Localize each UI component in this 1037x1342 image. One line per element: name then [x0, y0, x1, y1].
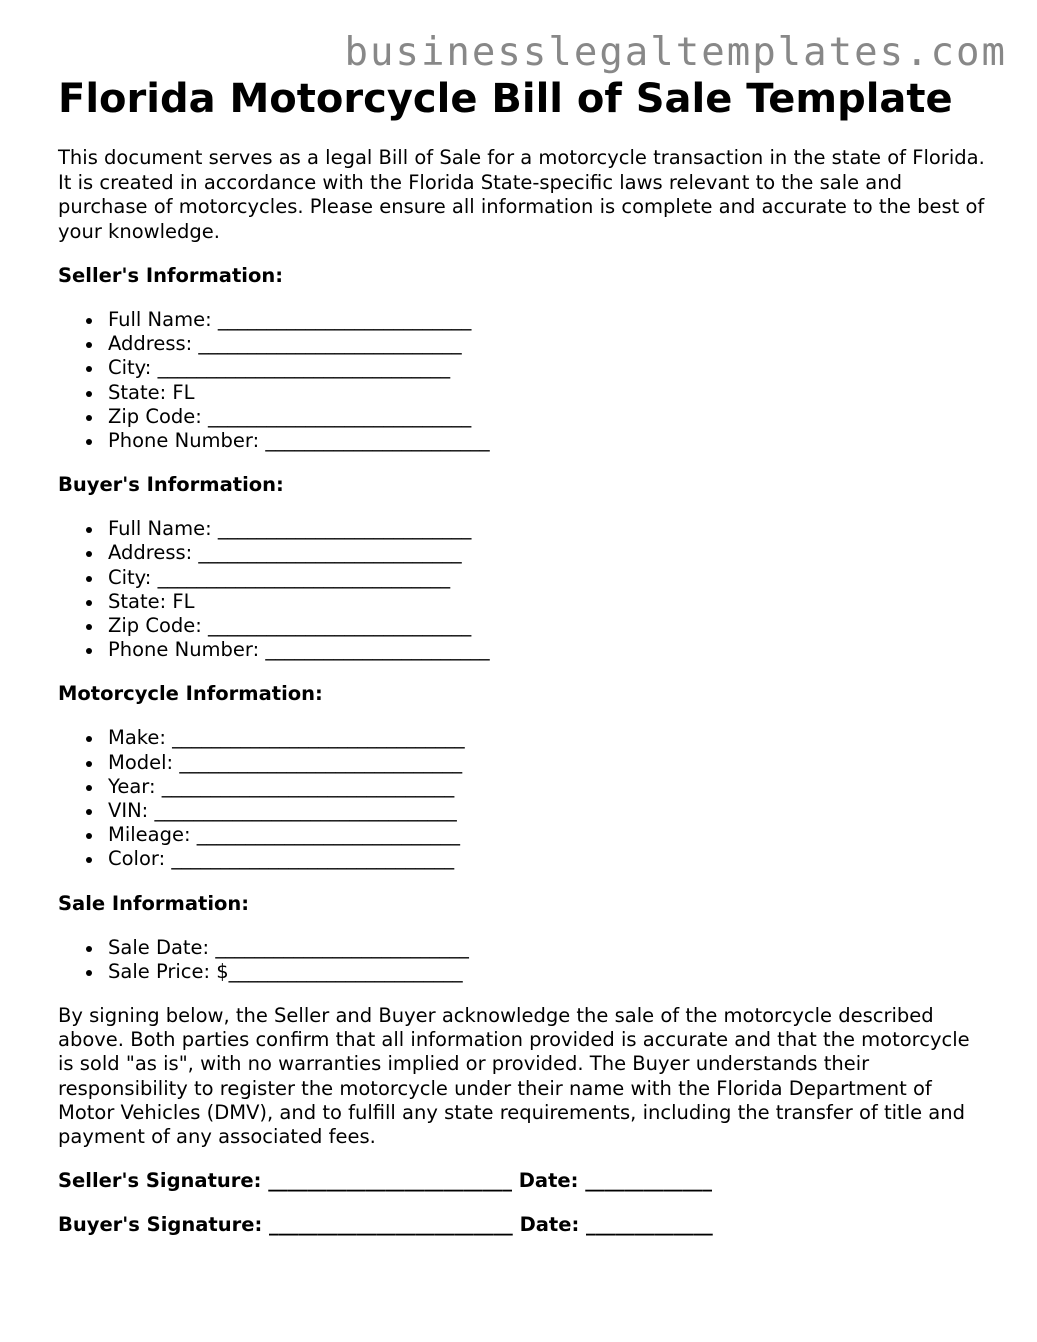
motorcycle-year-field: Year: ______________________________	[108, 775, 988, 799]
buyer-field-list	[58, 517, 988, 662]
sale-section-heading: Sale Information:	[58, 891, 250, 915]
buyer-zip-field: Zip Code: ___________________________	[108, 614, 988, 638]
buyer-phone-field: Phone Number: _______________________	[108, 638, 988, 662]
motorcycle-section-heading: Motorcycle Information:	[58, 682, 323, 706]
motorcycle-mileage-field: Mileage: ___________________________	[108, 823, 988, 847]
page-title: Florida Motorcycle Bill of Sale Template	[58, 76, 953, 122]
seller-state-field: State: FL	[108, 381, 988, 405]
motorcycle-make-field: Make: ______________________________	[108, 726, 988, 750]
seller-field-list	[58, 308, 988, 453]
watermark: businesslegaltemplates.com	[344, 30, 1007, 75]
sale-field-list	[58, 936, 988, 984]
buyer-full-name-field: Full Name: __________________________	[108, 517, 988, 541]
seller-city-field: City: ______________________________	[108, 356, 988, 380]
intro-paragraph: This document serves as a legal Bill of Sale for a motorcycle transaction in the state of Florida. It is created in accordance with the Florida State-specific laws relevant to the sale and purchase of motorcycles. Please ensure all information is complete and accurate to the best of your knowledge.	[58, 146, 985, 243]
motorcycle-field-list	[58, 726, 988, 871]
buyer-address-field: Address: ___________________________	[108, 541, 988, 565]
sale-date-field: Sale Date: __________________________	[108, 936, 988, 960]
sale-price-field: Sale Price: $________________________	[108, 960, 988, 984]
motorcycle-vin-field: VIN: _______________________________	[108, 799, 988, 823]
buyer-state-field: State: FL	[108, 590, 988, 614]
seller-address-field: Address: ___________________________	[108, 332, 988, 356]
seller-phone-field: Phone Number: _______________________	[108, 429, 988, 453]
seller-full-name-field: Full Name: __________________________	[108, 308, 988, 332]
seller-signature-line: Seller's Signature: _________________________ Date: _____________	[58, 1169, 712, 1193]
document-body	[58, 73, 988, 1237]
seller-zip-field: Zip Code: ___________________________	[108, 405, 988, 429]
motorcycle-model-field: Model: _____________________________	[108, 751, 988, 775]
buyer-signature-line: Buyer's Signature: _________________________ Date: _____________	[58, 1213, 713, 1237]
buyer-section-heading: Buyer's Information:	[58, 473, 284, 497]
motorcycle-color-field: Color: _____________________________	[108, 847, 988, 871]
acknowledgement-paragraph: By signing below, the Seller and Buyer acknowledge the sale of the motorcycle described above. Both parties confirm that all information provided is accurate and that the motorcycle is sold "as is", with no warranties implied or provided. The Buyer understands their responsibility to register the motorcycle under their name with the Florida Department of Motor Vehicles (DMV), and to fulfill any state requirements, including the transfer of title and payment of any associated fees.	[58, 1004, 970, 1149]
buyer-city-field: City: ______________________________	[108, 566, 988, 590]
seller-section-heading: Seller's Information:	[58, 264, 284, 287]
